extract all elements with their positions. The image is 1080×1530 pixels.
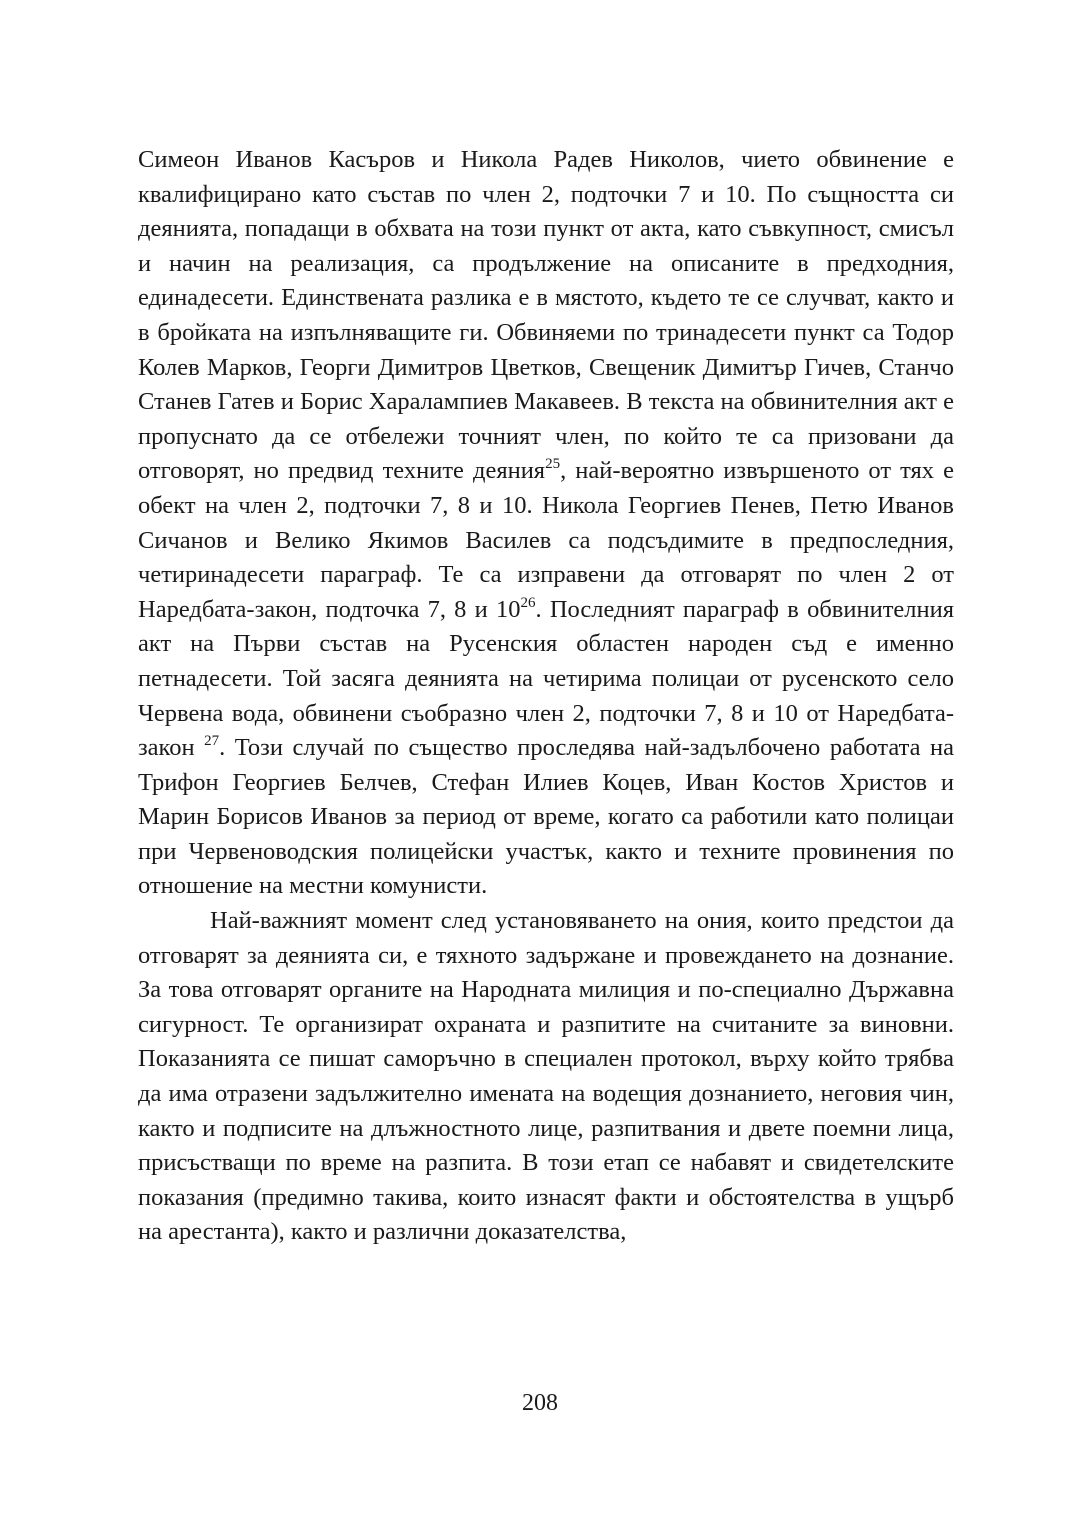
paragraph-1-text-c: . Последният параграф в обвинителния акт на Първи състав на Русенския областен народен съд е именно петнадесети. Той засяга деянията на четирима полицаи от русенското село Червена вода, обвинени съобразно член 2, подточки 7, 8 и 10 от Наредбата-закон (138, 595, 954, 762)
page-number: 208 (522, 1390, 558, 1416)
paragraph-2: Най-важният момент след установяването на ония, които предстои да отговарят за деянията си, е тяхното задържане и провеждането на дознание. За това отговарят органите на Народната милиция и по-специално Държавна сигурност. Те организират охраната и разпитите на считаните за виновни. Показанията се пишат саморъчно в специален протокол, върху който трябва да има отразени задължително имената на водещия дознанието, неговия чин, както и подписите на длъжностното лице, разпитвания и двете поемни лица, присъстващи по време на разпита. В този етап се набавят и свидетелските показания (предимно такива, които изнасят факти и обстоятелства в ущърб на арестанта), както и различни доказателства, (138, 907, 954, 1246)
paragraph-1-text-d: . Този случай по същество проследява най-задълбочено работата на Трифон Георгиев Белчев, Стефан Илиев Коцев, Иван Костов Христов и Марин Борисов Иванов за период от време, когато са работили като полицаи при Червеноводския полицейски участък, както и техните провинения по отношение на местни комунисти. (138, 734, 954, 900)
footnote-ref-26[interactable]: 26 (520, 594, 536, 611)
footnote-ref-25[interactable]: 25 (545, 456, 561, 473)
paragraph-1-text-b: , най-вероятно извършеното от тях е обект на член 2, подточки 7, 8 и 10. Никола Георгиев Пенев, Петю Иванов Сичанов и Велико Якимов Василев са подсъдимите в предпоследния, четиринадесети параграф. Те са изправени да отговарят по член 2 от Наредбата-закон, подточка 7, 8 и 10 (138, 457, 954, 623)
footnote-ref-27[interactable]: 27 (204, 732, 220, 749)
paragraph-1 (138, 143, 954, 904)
paragraph-1-text-a: Симеон Иванов Касъров и Никола Радев Николов, чието обвинение е квалифицирано като състав по член 2, подточки 7 и 10. По същността си деянията, попадащи в обхвата на този пункт от акта, като съвкупност, смисъл и начин на реализация, са продължение на описаните в предходния, единадесети. Единствената разлика е в мястото, където те се случват, както и в бройката на изпълняващите ги. Обвиняеми по тринадесети пункт са Тодор Колев Марков, Георги Димитров Цветков, Свещеник Димитър Гичев, Станчо Станев Гатев и Борис Харалампиев Макавеев. В текста на обвинителния акт е пропуснато да се отбележи точният член, по който те са призовани да отговорят, но предвид техните деяния (138, 146, 954, 485)
body-text (138, 143, 954, 1250)
